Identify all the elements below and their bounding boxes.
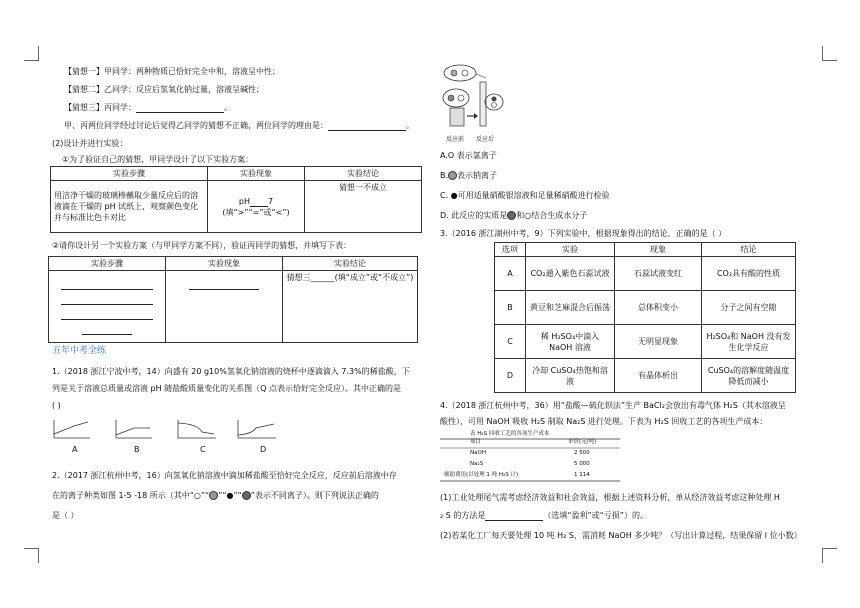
q2-option-b-text: 表示钠离子 [457, 171, 498, 180]
q2-option-d [440, 210, 587, 221]
guess-3 [64, 102, 232, 113]
t3-row-a-conclusion: CO₂具有酸的性质 [702, 257, 796, 291]
experiment-table-1 [50, 166, 422, 233]
t2-header-step: 实验步骤 [49, 257, 166, 271]
crop-mark-bottom-left [24, 548, 39, 563]
q2-option-b [440, 170, 497, 181]
q3-table [494, 242, 796, 393]
q1-line-1: 1.（2018 浙江宁波中考，14）向盛有 20 g10%氢氧化钠溶液的烧杯中逐滴滴入 7.3%的稀盐酸，下 [52, 367, 410, 376]
reason-text: 甲、丙两位同学经过讨论后觉得乙同学的猜想不正确，两位同学的理由是： [64, 121, 328, 130]
guess-3-end: 。 [224, 103, 232, 112]
t3-row-b-conclusion: 分子之间有空隙 [702, 291, 796, 325]
figure-label-before: 反应前 [446, 136, 465, 143]
t1-phenomenon-cell [208, 181, 305, 233]
q2-option-c: C. ●可用适量硝酸银溶液和足量稀硝酸进行检验 [440, 191, 610, 200]
cost-row-3-price: 1 114 [574, 472, 590, 478]
experiment-table-2 [48, 256, 418, 343]
q2-text-b: ”“●”“ [218, 491, 242, 500]
q1-graph-c [178, 420, 216, 438]
reason-end: 。 [406, 121, 414, 130]
t2-step-blank-3[interactable] [61, 311, 153, 320]
crop-mark-top-left [24, 46, 39, 61]
q1-line-2: 列是关于溶液总质量或溶液 pH 随盐酸质量变化的关系图（Q 点表示恰好完全反应）。其中正确的是 [52, 384, 402, 393]
cost-row-2-price: 5 000 [574, 461, 590, 467]
q2-line-1: 2.（2017 浙江杭州中考，16）向氢氧化钠溶液中滴加稀盐酸至恰好完全反应，反应前后溶液中存 [52, 471, 397, 480]
q4-part-2: (2)若某化工厂每天要处理 10 吨 H₂ S，需消耗 NaOH 多少吨？（写出计算过程，结果保留 l 位小数） [440, 531, 802, 540]
cost-row-1-price: 2 500 [574, 450, 590, 456]
cost-header-price: 单价(元/吨) [568, 439, 597, 445]
q2-line-3: 是（ ） [52, 511, 79, 520]
t1-header-phenomenon: 实验现象 [208, 167, 305, 181]
q1-graphs [48, 418, 278, 440]
t1-header-step: 实验步骤 [51, 167, 208, 181]
t3-row-d-option: D [495, 359, 526, 393]
q1-graph-d [238, 420, 276, 438]
t3-row-b-experiment: 黄豆和芝麻混合后振荡 [526, 291, 615, 325]
q2-text-c: ”表示不同离子）。则下列说法正确的 [250, 491, 379, 500]
t3-row-d-experiment: 冷却 CuSO₄热饱和溶液 [526, 359, 615, 393]
q3-stem: 3.（2016 浙江湖州中考，9）下列实验中，根据现象得出的结论，正确的是（ ） [440, 229, 727, 238]
cost-row-1-item: NaOH [470, 450, 486, 456]
q2-option-d-text-b: 和○结合生成水分子 [516, 211, 588, 220]
step-1-text: ①为了验证自己的猜想，甲同学设计了以下实验方案： [62, 155, 254, 164]
t2-header-phenomenon: 实验现象 [166, 257, 283, 271]
t1-ph-label: pH [238, 196, 250, 206]
q1-option-d: D [260, 445, 267, 454]
t1-conclusion-cell: 猜想一不成立 [305, 181, 422, 233]
design-heading: (2)设计并进行实验： [52, 139, 128, 148]
guess-3-label: 【猜想三】丙同学： [64, 103, 136, 112]
t3-header-conclusion: 结论 [702, 243, 796, 257]
q1-option-a: A [72, 445, 78, 454]
q1-graph-a [54, 420, 90, 438]
q2-option-a: A.O 表示氯离子 [440, 151, 497, 160]
reason-blank[interactable] [328, 122, 406, 131]
step-2-text: ②请你设计另一个实验方案（与甲同学方案不同），验证丙同学的猜想，并填写下表： [52, 241, 352, 250]
t1-step-cell: 用洁净干燥的玻璃棒蘸取少量反应后的溶液滴在干燥的 pH 试纸上，观察颜色变化并与标准比色卡对比 [51, 181, 208, 233]
q4-part-1-text-a: ₂ S 的方法是 [440, 511, 486, 520]
t3-header-experiment: 实验 [526, 243, 615, 257]
q4-part-1-line-2 [440, 510, 648, 521]
t3-row-a-experiment: CO₂通入紫色石蕊试液 [526, 257, 615, 291]
t3-header-option: 选项 [495, 243, 526, 257]
guess-3-blank[interactable] [136, 104, 224, 113]
t2-step-cell [49, 271, 166, 343]
t3-row-d-conclusion: CuSO₄的溶解度随温度降低而减小 [702, 359, 796, 393]
t3-row-b-phenomenon: 总体积变小 [615, 291, 702, 325]
t3-row-a-phenomenon: 石蕊试液变红 [615, 257, 702, 291]
t3-row-c-phenomenon: 无明显现象 [615, 325, 702, 359]
q4-part-1-blank[interactable] [485, 512, 543, 521]
q1-option-c: C [200, 445, 206, 454]
t3-row-b-option: B [495, 291, 526, 325]
q4-part-1-text-b: （选填“盈利”或“亏损”）的。 [543, 511, 648, 520]
cost-row-2-item: Na₂S [470, 461, 484, 467]
crop-mark-bottom-right [822, 548, 837, 563]
t3-row-a-option: A [495, 257, 526, 291]
t2-phenomenon-blank[interactable] [189, 281, 259, 290]
t1-header-conclusion: 实验结论 [305, 167, 422, 181]
t2-conclusion-cell: 猜想三______(填“成立”或“不成立”) [283, 271, 418, 343]
t2-step-blank-2[interactable] [61, 296, 153, 305]
q1-graph-b [116, 420, 152, 438]
q2-line-2 [52, 490, 379, 501]
t3-header-phenomenon: 现象 [615, 243, 702, 257]
q1-answer-bracket: ( ) [52, 401, 61, 410]
ion-beaker-figure [440, 64, 504, 134]
t3-row-c-option: C [495, 325, 526, 359]
q2-option-d-text-a: D. 此反应的实质是 [440, 211, 508, 220]
cost-header-item: 项目 [470, 439, 482, 445]
t1-ph-blank[interactable] [250, 198, 268, 207]
ion-hatched-icon [448, 171, 457, 180]
ion-cross-icon [242, 491, 251, 500]
t3-row-d-phenomenon: 有晶体析出 [615, 359, 702, 393]
t1-ph-hint: 7 (填“>”“=”或“<”) [222, 196, 290, 217]
guess-1: 【猜想一】甲同学：两种物质已恰好完全中和，溶液呈中性； [64, 67, 280, 76]
cost-table-title: 表 H₂S 回收工艺的各项生产成本 [470, 431, 550, 437]
crop-mark-top-right [822, 46, 837, 61]
t3-row-c-conclusion: H₂SO₄和 NaOH 没有发生化学反应 [702, 325, 796, 359]
t3-row-c-experiment: 稀 H₂SO₄中滴入 NaOH 溶液 [526, 325, 615, 359]
t2-step-blank-1[interactable] [61, 281, 153, 290]
t2-phenomenon-cell [166, 271, 283, 343]
reason-line [64, 120, 414, 131]
q4-line-2: 酸性），可用 NaOH 吸收 H₂S 制取 Na₂S 进行处理。下表为 H₂S 回收工艺的各项生产成本： [440, 417, 768, 426]
cost-row-3-item: 辅助费用(以处理 1 吨 H₂S 计) [444, 472, 519, 478]
t2-step-blank-4[interactable] [82, 326, 132, 335]
t2-header-conclusion: 实验结论 [283, 257, 418, 271]
q4-line-1: 4.（2018 浙江杭州中考，36）用“盐酸—硫化钡法”生产 BaCl₂会放出有毒气体 H₂S（其水溶液呈 [440, 401, 786, 410]
guess-2: 【猜想二】乙同学：反应后氢氧化钠过量，溶液呈碱性； [64, 85, 264, 94]
q2-option-b-prefix: B. [440, 171, 449, 180]
figure-label-after: 反应后 [476, 136, 495, 143]
ion-cross-icon [507, 211, 516, 220]
q1-option-b: B [134, 445, 140, 454]
section-title: 五年中考全练 [52, 346, 107, 356]
ion-hatched-icon [209, 491, 218, 500]
q2-text-a: 在的离子种类如图 1-5 -18 所示（其中“○”“ [52, 491, 210, 500]
q4-part-1-line-1: (1)工业处理尾气需考虑经济效益和社会效益，根据上述资料分析，单从经济效益考虑这种处理 H [440, 493, 780, 502]
